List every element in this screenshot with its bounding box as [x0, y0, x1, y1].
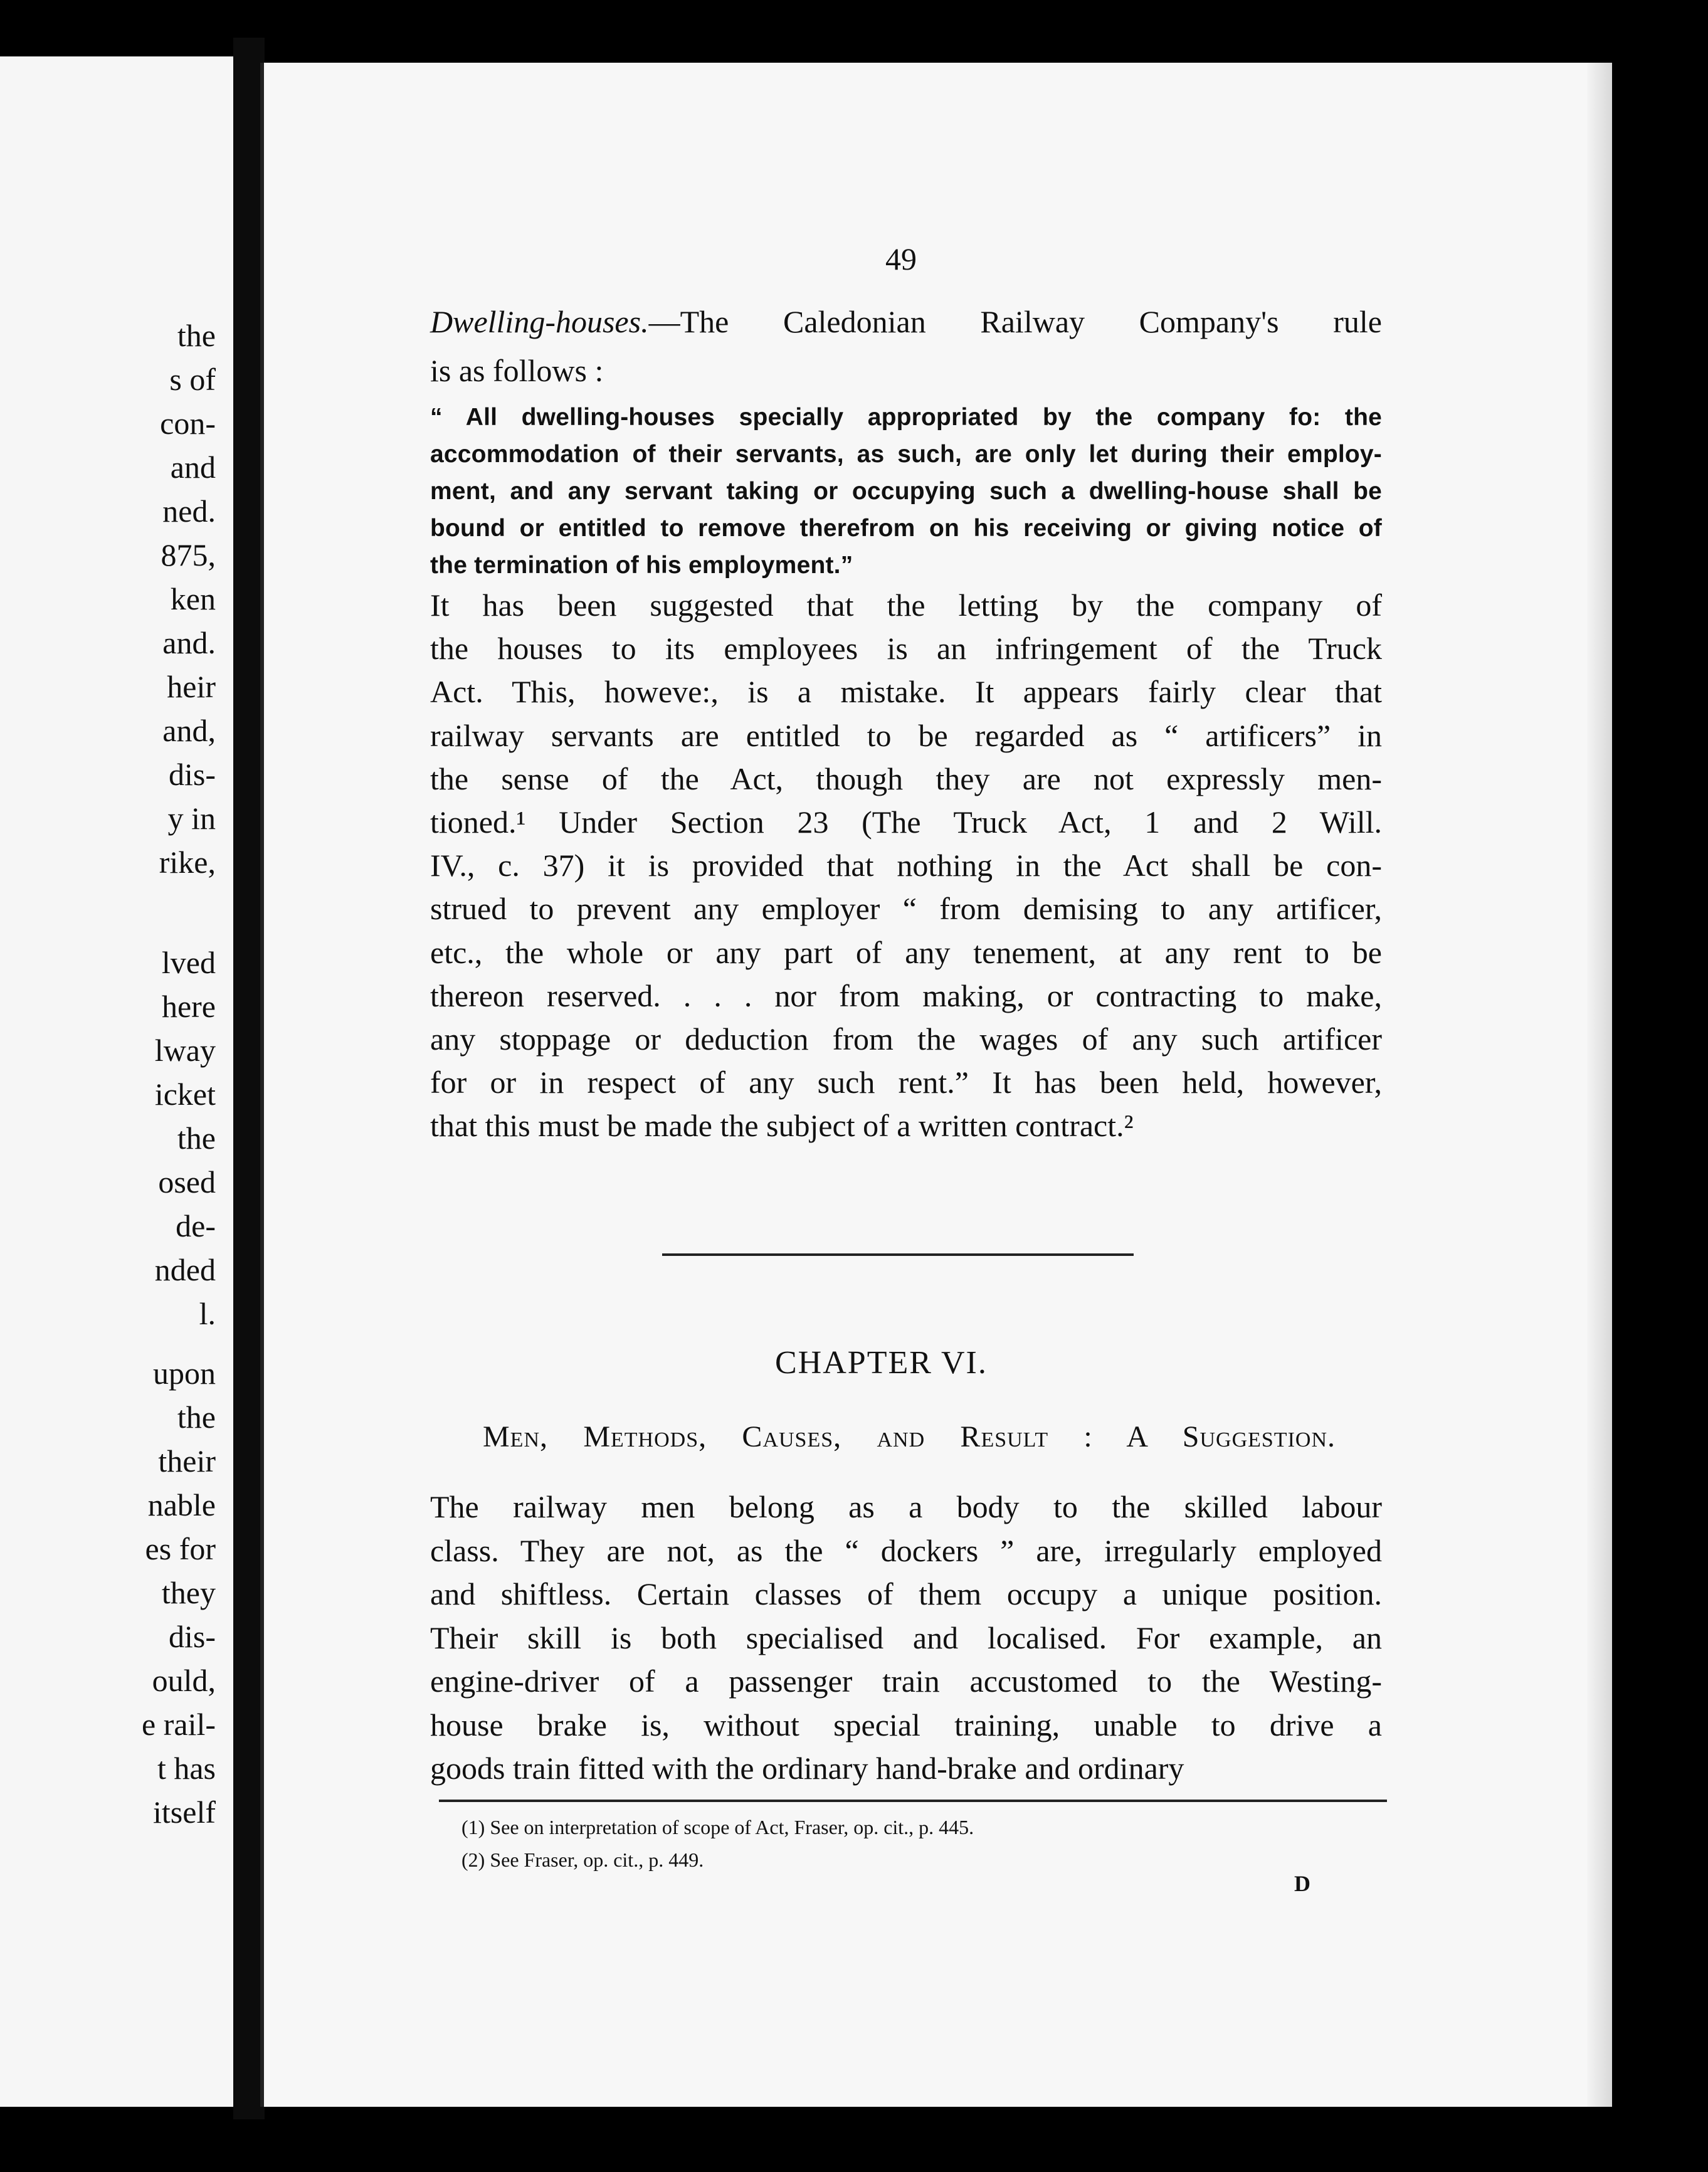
facing-page-fragment: dis- [169, 1619, 216, 1654]
facing-page-fragment: nded [154, 1252, 216, 1287]
quote-line: bound or entitled to remove therefrom on his receiving or giving notice of [430, 515, 1382, 542]
facing-page-fragment: ken [170, 581, 216, 616]
paragraph-line: strued to prevent any employer “ from demising to any artificer, [430, 891, 1382, 927]
facing-page-fragment: y in [167, 801, 216, 836]
quote-line: the termination of his employment.” [430, 552, 853, 579]
facing-page-fragment: dis- [169, 757, 216, 792]
chapter-title: CHAPTER VI. [775, 1345, 988, 1381]
paragraph-line: the houses to its employees is an infringement of the Truck [430, 631, 1382, 667]
quote-line: ment, and any servant taking or occupying such a dwelling-house shall be [430, 478, 1382, 505]
paragraph-line: any stoppage or deduction from the wages of any such artificer [430, 1021, 1382, 1057]
section-heading: Dwelling-houses. [430, 304, 649, 339]
facing-page-fragment: 875, [161, 537, 216, 572]
intro-line-1 [430, 306, 1382, 337]
paragraph-line: thereon reserved. . . . nor from making, or contracting to make, [430, 978, 1382, 1013]
footnote-1: (1) See on interpretation of scope of Act, Fraser, op. cit., p. 445. [461, 1816, 974, 1838]
quote-line: “ All dwelling-houses specially appropriated by the company fo: the [430, 404, 1382, 431]
paragraph-line: etc., the whole or any part of any tenement, at any rent to be [430, 934, 1382, 970]
paragraph-line: house brake is, without special training, unable to drive a [430, 1707, 1382, 1742]
paragraph-line: IV., c. 37) it is provided that nothing in the Act shall be con- [430, 848, 1382, 883]
facing-page-fragment: itself [153, 1795, 216, 1830]
facing-page-fragment: rike, [159, 845, 216, 880]
facing-page-fragment: t has [157, 1751, 216, 1786]
footnote-2: (2) See Fraser, op. cit., p. 449. [461, 1848, 704, 1871]
facing-page-fragment: the [177, 1400, 216, 1435]
chapter-subtitle: Men, Methods, Causes, and Result : A Suggestion. [483, 1420, 1336, 1453]
facing-page-left [0, 56, 233, 2107]
page-number: 49 [885, 241, 917, 277]
facing-page-fragment: es for [145, 1531, 216, 1566]
paragraph-line: the sense of the Act, though they are not expressly men- [430, 761, 1382, 796]
facing-page-fragment: s of [169, 362, 216, 397]
paragraph-line: tioned.¹ Under Section 23 (The Truck Act, 1 and 2 Will. [430, 804, 1382, 840]
facing-page-fragment: and. [162, 625, 216, 660]
footnote-rule [439, 1800, 1387, 1802]
facing-page-fragment: e rail- [142, 1707, 216, 1742]
facing-page-fragment: they [161, 1575, 216, 1610]
signature-mark: D [1294, 1871, 1310, 1896]
paragraph-line: and shiftless. Certain classes of them occupy a unique position. [430, 1576, 1382, 1611]
intro-line-2: is as follows : [430, 353, 604, 388]
paragraph-line: engine-driver of a passenger train accustomed to the Westing- [430, 1663, 1382, 1699]
facing-page-fragment: the [177, 318, 216, 353]
facing-page-fragment: here [161, 989, 216, 1024]
facing-page-fragment: ould, [152, 1663, 216, 1698]
paragraph-line: that this must be made the subject of a written contract.² [430, 1108, 1134, 1144]
facing-page-fragment: de- [176, 1208, 216, 1243]
facing-page-fragment: osed [158, 1164, 216, 1199]
paragraph-line: railway servants are entitled to be regarded as “ artificers” in [430, 717, 1382, 753]
paragraph-line: goods train fitted with the ordinary hand-brake and ordinary [430, 1751, 1184, 1786]
section-divider [662, 1253, 1134, 1256]
facing-page-fragment: l. [199, 1296, 216, 1331]
paragraph-line: Act. This, howeve:, is a mistake. It appears fairly clear that [430, 674, 1382, 710]
paragraph-line: class. They are not, as the “ dockers ” are, irregularly employed [430, 1532, 1382, 1568]
facing-page-fragment: their [158, 1443, 216, 1479]
facing-page-fragment: and [170, 450, 216, 485]
paragraph-line: The railway men belong as a body to the skilled labour [430, 1489, 1382, 1524]
facing-page-fragment: con- [160, 406, 216, 441]
facing-page-fragment: the [177, 1120, 216, 1156]
facing-page-fragment: ned. [162, 493, 216, 529]
facing-page-fragment: nable [147, 1487, 216, 1522]
facing-page-fragment: and, [162, 713, 216, 748]
facing-page-fragment: heir [167, 669, 216, 704]
intro-line-1-rest: —The Caledonian Railway Company's rule [648, 304, 1382, 339]
paragraph-line: It has been suggested that the letting by the company of [430, 588, 1382, 623]
paragraph-line: Their skill is both specialised and localised. For example, an [430, 1620, 1382, 1655]
quote-line: accommodation of their servants, as such, are only let during their employ- [430, 441, 1382, 468]
facing-page-fragment: icket [154, 1077, 216, 1112]
facing-page-fragment: lway [154, 1033, 216, 1068]
facing-page-fragment: lved [161, 945, 216, 980]
paragraph-line: for or in respect of any such rent.” It has been held, however, [430, 1065, 1382, 1100]
facing-page-fragment: upon [153, 1356, 216, 1391]
